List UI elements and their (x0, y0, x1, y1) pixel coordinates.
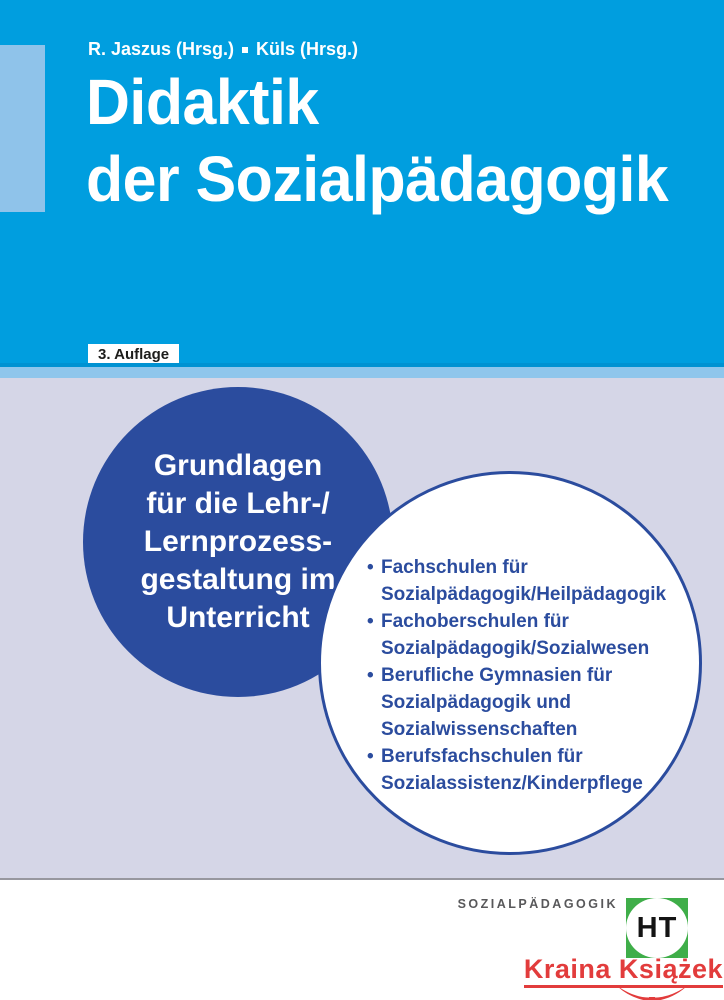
list-item (367, 743, 677, 797)
list-item (367, 554, 677, 608)
theme-line: gestaltung im (140, 563, 336, 596)
theme-circle-text (140, 447, 335, 637)
footer-area (0, 878, 724, 1000)
theme-line: Unterricht (166, 601, 310, 634)
list-item (367, 608, 677, 662)
series-label: SOZIALPÄDAGOGIK (457, 897, 618, 911)
edition-badge: 3. Auflage (88, 344, 179, 365)
left-accent-rectangle (0, 45, 45, 212)
bookstore-watermark: Kraina Książek (524, 956, 723, 988)
audience-list (367, 554, 677, 797)
theme-line: Grundlagen (153, 449, 323, 482)
open-book-icon (616, 985, 688, 1000)
divider-strip (0, 367, 724, 378)
theme-line: Lernprozess- (143, 525, 333, 558)
audience-circle (318, 471, 702, 855)
author-1: R. Jaszus (Hrsg.) (88, 39, 235, 59)
audience-item-label: • Berufliche Gymnasien für Sozialpädagogik und Sozialwissenschaften (381, 665, 613, 740)
list-item (367, 662, 677, 743)
audience-item-label: • Berufsfachschulen für Sozialassistenz/Kinderpflege (381, 746, 643, 794)
square-separator-icon (242, 47, 248, 53)
book-title-line-2: der Sozialpädagogik (86, 143, 669, 215)
audience-item-label: • Fachschulen für Sozialpädagogik/Heilpädagogik (381, 557, 667, 605)
publisher-ht-logo-icon (626, 898, 688, 958)
header-area (0, 0, 724, 367)
author-2: Küls (Hrsg.) (256, 39, 359, 59)
book-title-line-1: Didaktik (86, 66, 319, 138)
logo-monogram: HT (636, 911, 678, 944)
authors-line (88, 39, 358, 59)
theme-line: für die Lehr-/ (146, 487, 330, 520)
book-title (86, 64, 668, 218)
audience-item-label: • Fachoberschulen für Sozialpädagogik/Sozialwesen (381, 611, 650, 659)
